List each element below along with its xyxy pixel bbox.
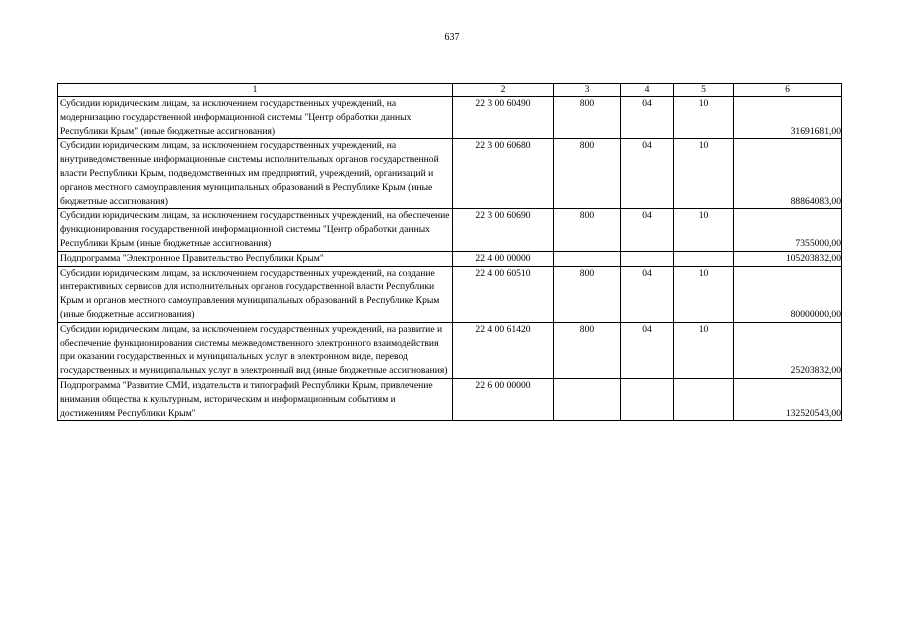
- row-code-cell: 22 3 00 60680: [453, 139, 554, 209]
- row-amount-cell: 88864083,00: [734, 139, 842, 209]
- row-code-cell: 22 4 00 61420: [453, 322, 554, 378]
- row-amount-cell: 25203832,00: [734, 322, 842, 378]
- row-section-cell: 04: [621, 97, 674, 139]
- table-row: [58, 266, 842, 322]
- row-name-cell: Субсидии юридическим лицам, за исключением государственных учреждений, на внутриведомственные информационные системы исполнительных органов государственной власти Республики Крым, подведомственных им предприятий, учреждений, организаций и органов местного самоуправления муниципальных образований в Республике Крым (иные бюджетные ассигнования): [58, 139, 453, 209]
- table-row: [58, 378, 842, 420]
- header-cell-code: 2: [453, 84, 554, 97]
- row-amount-cell: 7355000,00: [734, 209, 842, 251]
- header-cell-amount: 6: [734, 84, 842, 97]
- page-number: 637: [444, 32, 460, 43]
- row-section-cell: [621, 251, 674, 266]
- table-row: [58, 322, 842, 378]
- row-section-cell: 04: [621, 209, 674, 251]
- row-code-cell: 22 3 00 60490: [453, 97, 554, 139]
- row-section-cell: 04: [621, 322, 674, 378]
- row-amount-cell: 105203832,00: [734, 251, 842, 266]
- row-code-cell: 22 6 00 00000: [453, 378, 554, 420]
- budget-table: [57, 83, 842, 421]
- row-section-cell: [621, 378, 674, 420]
- row-section-cell: 04: [621, 266, 674, 322]
- row-name-cell: Субсидии юридическим лицам, за исключением государственных учреждений, на обеспечение функционирования государственной информационной системы "Центр обработки данных Республики Крым (иные бюджетные ассигнования): [58, 209, 453, 251]
- row-name-cell: Субсидии юридическим лицам, за исключением государственных учреждений, на развитие и обеспечение функционирования системы межведомственного электронного взаимодействия при оказании государственных и муниципальных услуг в электронном виде, перевод государственных и муниципальных услуг в электронный вид (иные бюджетные ассигнования): [58, 322, 453, 378]
- table-row: [58, 97, 842, 139]
- row-expense-type-cell: [554, 251, 621, 266]
- row-expense-type-cell: [554, 378, 621, 420]
- row-amount-cell: 31691681,00: [734, 97, 842, 139]
- row-expense-type-cell: 800: [554, 97, 621, 139]
- table-header-row: [58, 84, 842, 97]
- row-name-cell: Субсидии юридическим лицам, за исключением государственных учреждений, на модернизацию государственной информационной системы "Центр обработки данных Республики Крым" (иные бюджетные ассигнования): [58, 97, 453, 139]
- table-row: [58, 209, 842, 251]
- row-expense-type-cell: 800: [554, 139, 621, 209]
- header-cell-subsection: 5: [674, 84, 734, 97]
- row-expense-type-cell: 800: [554, 209, 621, 251]
- row-name-cell: Подпрограмма "Развитие СМИ, издательств и типографий Республики Крым, привлечение внимания общества к культурным, историческим и информационным событиям и достижениям Республики Крым": [58, 378, 453, 420]
- row-expense-type-cell: 800: [554, 266, 621, 322]
- header-cell-section: 4: [621, 84, 674, 97]
- row-subsection-cell: [674, 251, 734, 266]
- row-subsection-cell: 10: [674, 322, 734, 378]
- row-amount-cell: 80000000,00: [734, 266, 842, 322]
- row-code-cell: 22 4 00 60510: [453, 266, 554, 322]
- row-subsection-cell: [674, 378, 734, 420]
- budget-table-body: [58, 84, 842, 421]
- table-row: [58, 251, 842, 266]
- row-name-cell: Субсидии юридическим лицам, за исключением государственных учреждений, на создание интерактивных сервисов для исполнительных органов государственной власти Республики Крым и органов местного самоуправления муниципальных образований в Республике Крым (иные бюджетные ассигнования): [58, 266, 453, 322]
- row-subsection-cell: 10: [674, 266, 734, 322]
- header-cell-expense-type: 3: [554, 84, 621, 97]
- row-code-cell: 22 4 00 00000: [453, 251, 554, 266]
- row-subsection-cell: 10: [674, 139, 734, 209]
- table-row: [58, 139, 842, 209]
- row-code-cell: 22 3 00 60690: [453, 209, 554, 251]
- row-section-cell: 04: [621, 139, 674, 209]
- row-expense-type-cell: 800: [554, 322, 621, 378]
- row-subsection-cell: 10: [674, 209, 734, 251]
- row-name-cell: Подпрограмма "Электронное Правительство Республики Крым": [58, 251, 453, 266]
- row-amount-cell: 132520543,00: [734, 378, 842, 420]
- header-cell-name: 1: [58, 84, 453, 97]
- row-subsection-cell: 10: [674, 97, 734, 139]
